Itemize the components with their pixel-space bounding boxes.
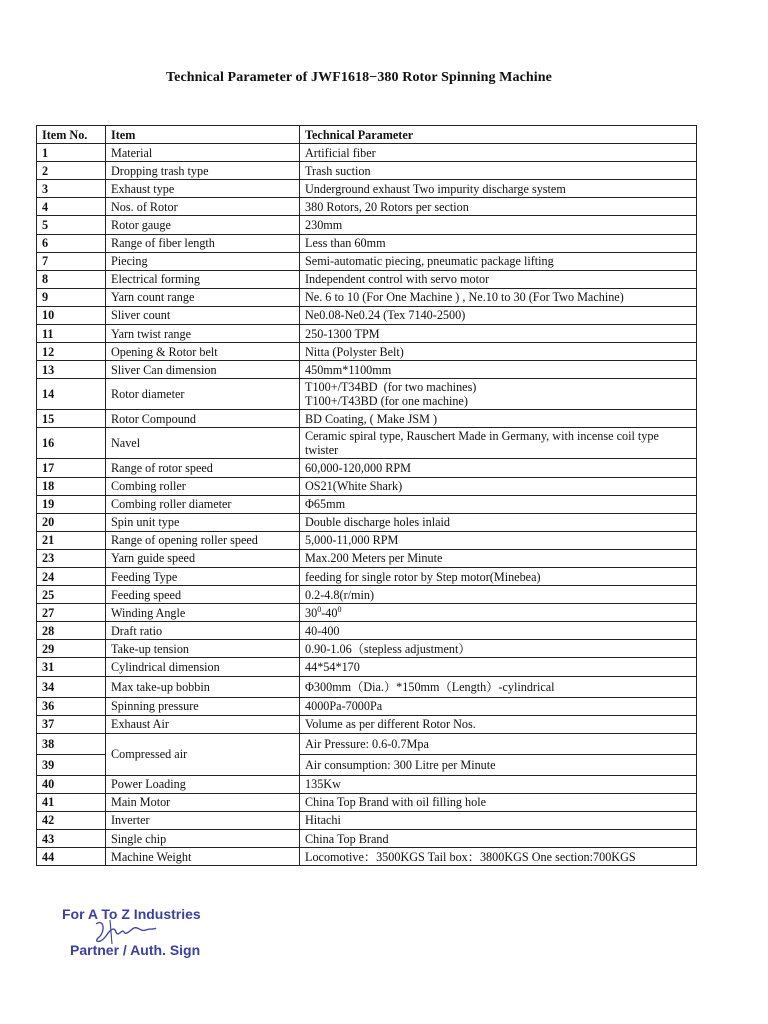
table-header-row <box>37 126 697 144</box>
table-row <box>37 288 697 306</box>
item-parameter: 450mm*1100mm <box>300 361 697 379</box>
item-no: 18 <box>37 477 106 495</box>
item-name: Yarn guide speed <box>106 549 300 567</box>
table-row <box>37 343 697 361</box>
item-parameter: China Top Brand <box>300 830 697 848</box>
item-name: Sliver count <box>106 306 300 324</box>
item-no: 42 <box>37 811 106 829</box>
item-name: Rotor gauge <box>106 216 300 234</box>
item-name: Range of opening roller speed <box>106 531 300 549</box>
item-no: 16 <box>37 428 106 459</box>
item-parameter: 44*54*170 <box>300 658 697 676</box>
item-parameter: Φ65mm <box>300 495 697 513</box>
table-row <box>37 234 697 252</box>
item-no: 25 <box>37 586 106 604</box>
item-no: 19 <box>37 495 106 513</box>
table-row <box>37 361 697 379</box>
item-no: 27 <box>37 604 106 622</box>
item-no: 28 <box>37 622 106 640</box>
table-row <box>37 658 697 676</box>
item-name: Single chip <box>106 830 300 848</box>
item-name: Nos. of Rotor <box>106 198 300 216</box>
table-row <box>37 531 697 549</box>
item-name: Power Loading <box>106 775 300 793</box>
item-no: 2 <box>37 162 106 180</box>
table-row <box>37 811 697 829</box>
item-parameter: 135Kw <box>300 775 697 793</box>
table-row <box>37 216 697 234</box>
item-name: Sliver Can dimension <box>106 361 300 379</box>
table-row <box>37 793 697 811</box>
item-no: 17 <box>37 459 106 477</box>
item-name: Range of fiber length <box>106 234 300 252</box>
degree-mark: 0 <box>317 604 322 614</box>
item-parameter: BD Coating, ( Make JSM ) <box>300 410 697 428</box>
item-no: 11 <box>37 325 106 343</box>
item-parameter: Independent control with servo motor <box>300 270 697 288</box>
item-no: 3 <box>37 180 106 198</box>
item-name: Rotor diameter <box>106 379 300 410</box>
item-parameter: 40-400 <box>300 622 697 640</box>
item-no: 40 <box>37 775 106 793</box>
item-parameter <box>300 604 697 622</box>
table-row <box>37 428 697 459</box>
item-no: 4 <box>37 198 106 216</box>
document-title: Technical Parameter of JWF1618−380 Rotor Spinning Machine <box>166 70 552 85</box>
item-parameter: 5,000-11,000 RPM <box>300 531 697 549</box>
item-no: 13 <box>37 361 106 379</box>
item-no: 37 <box>37 715 106 733</box>
header-item: Item <box>106 126 300 144</box>
item-no: 21 <box>37 531 106 549</box>
table-row <box>37 270 697 288</box>
item-parameter: Ne0.08-Ne0.24 (Tex 7140-2500) <box>300 306 697 324</box>
item-no: 15 <box>37 410 106 428</box>
item-no: 44 <box>37 848 106 866</box>
item-parameter: Hitachi <box>300 811 697 829</box>
table-row <box>37 513 697 531</box>
item-no: 20 <box>37 513 106 531</box>
item-name: Rotor Compound <box>106 410 300 428</box>
item-name: Winding Angle <box>106 604 300 622</box>
item-name: Cylindrical dimension <box>106 658 300 676</box>
table-row <box>37 144 697 162</box>
table-row <box>37 622 697 640</box>
item-parameter: Trash suction <box>300 162 697 180</box>
item-name: Combing roller <box>106 477 300 495</box>
table-row <box>37 459 697 477</box>
table-row <box>37 410 697 428</box>
item-no: 39 <box>37 754 106 775</box>
item-parameter: Φ300mm（Dia.）*150mm（Length）-cylindrical <box>300 676 697 697</box>
item-name: Take-up tension <box>106 640 300 658</box>
item-parameter: 230mm <box>300 216 697 234</box>
degree-mark: 0 <box>337 604 342 614</box>
item-no: 41 <box>37 793 106 811</box>
item-name: Spinning pressure <box>106 697 300 715</box>
item-no: 43 <box>37 830 106 848</box>
item-no: 6 <box>37 234 106 252</box>
item-name: Piecing <box>106 252 300 270</box>
item-name: Inverter <box>106 811 300 829</box>
item-no: 10 <box>37 306 106 324</box>
item-parameter: Ne. 6 to 10 (For One Machine ) , Ne.10 to 30 (For Two Machine) <box>300 288 697 306</box>
item-parameter: Max.200 Meters per Minute <box>300 549 697 567</box>
item-name: Max take-up bobbin <box>106 676 300 697</box>
technical-parameter-table <box>36 125 697 866</box>
item-parameter: Underground exhaust Two impurity discharge system <box>300 180 697 198</box>
item-parameter: 380 Rotors, 20 Rotors per section <box>300 198 697 216</box>
item-parameter <box>300 379 697 410</box>
item-no: 23 <box>37 549 106 567</box>
item-name: Opening & Rotor belt <box>106 343 300 361</box>
angle-start: 30 <box>305 605 318 620</box>
item-name: Range of rotor speed <box>106 459 300 477</box>
table-row <box>37 198 697 216</box>
item-no: 9 <box>37 288 106 306</box>
item-no: 7 <box>37 252 106 270</box>
item-name: Machine Weight <box>106 848 300 866</box>
table-row <box>37 306 697 324</box>
stamp-sign-label: Partner / Auth. Sign <box>70 942 201 958</box>
item-parameter: 0.90-1.06（stepless adjustment） <box>300 640 697 658</box>
item-name: Compressed air <box>106 733 300 775</box>
item-name: Exhaust Air <box>106 715 300 733</box>
table-row <box>37 495 697 513</box>
item-parameter: 0.2-4.8(r/min) <box>300 586 697 604</box>
table-row <box>37 180 697 198</box>
item-name: Material <box>106 144 300 162</box>
item-name: Electrical forming <box>106 270 300 288</box>
item-no: 36 <box>37 697 106 715</box>
item-parameter: Less than 60mm <box>300 234 697 252</box>
item-parameter: Volume as per different Rotor Nos. <box>300 715 697 733</box>
item-name: Navel <box>106 428 300 459</box>
item-parameter: Locomotive：3500KGS Tail box：3800KGS One section:700KGS <box>300 848 697 866</box>
item-no: 31 <box>37 658 106 676</box>
item-parameter: Air Pressure: 0.6-0.7Mpa <box>300 733 697 754</box>
item-name: Dropping trash type <box>106 162 300 180</box>
item-parameter: Semi-automatic piecing, pneumatic package lifting <box>300 252 697 270</box>
item-no: 1 <box>37 144 106 162</box>
item-parameter: Artificial fiber <box>300 144 697 162</box>
item-parameter: feeding for single rotor by Step motor(Minebea) <box>300 567 697 585</box>
item-name: Feeding Type <box>106 567 300 585</box>
stamp-company: For A To Z Industries <box>62 906 201 922</box>
item-no: 38 <box>37 733 106 754</box>
item-name: Yarn count range <box>106 288 300 306</box>
table-row <box>37 733 697 754</box>
item-no: 34 <box>37 676 106 697</box>
table-row <box>37 379 697 410</box>
table-row <box>37 477 697 495</box>
item-no: 24 <box>37 567 106 585</box>
item-parameter: OS21(White Shark) <box>300 477 697 495</box>
item-no: 8 <box>37 270 106 288</box>
item-name: Feeding speed <box>106 586 300 604</box>
parameter-line: T100+/T43BD (for one machine) <box>305 394 468 409</box>
item-name: Combing roller diameter <box>106 495 300 513</box>
table-row <box>37 325 697 343</box>
item-name: Main Motor <box>106 793 300 811</box>
item-parameter: 250-1300 TPM <box>300 325 697 343</box>
item-parameter: 4000Pa-7000Pa <box>300 697 697 715</box>
item-parameter: Air consumption: 300 Litre per Minute <box>300 754 697 775</box>
table-row <box>37 830 697 848</box>
item-name: Draft ratio <box>106 622 300 640</box>
parameter-line: T100+/T34BD (for two machines) <box>305 380 477 395</box>
item-name: Spin unit type <box>106 513 300 531</box>
table-row <box>37 640 697 658</box>
item-parameter: China Top Brand with oil filling hole <box>300 793 697 811</box>
table-row <box>37 586 697 604</box>
table-row <box>37 775 697 793</box>
item-no: 12 <box>37 343 106 361</box>
authorization-stamp <box>60 906 230 968</box>
item-parameter: Double discharge holes inlaid <box>300 513 697 531</box>
table-row <box>37 567 697 585</box>
item-name: Yarn twist range <box>106 325 300 343</box>
item-parameter: Nitta (Polyster Belt) <box>300 343 697 361</box>
table-row <box>37 715 697 733</box>
item-parameter: Ceramic spiral type, Rauschert Made in Germany, with incense coil type twister <box>300 428 697 459</box>
table-row <box>37 162 697 180</box>
table-row <box>37 697 697 715</box>
header-technical-parameter: Technical Parameter <box>300 126 697 144</box>
item-no: 5 <box>37 216 106 234</box>
table-row <box>37 848 697 866</box>
table-row <box>37 676 697 697</box>
angle-end: -40 <box>321 605 338 620</box>
table-row <box>37 549 697 567</box>
item-parameter: 60,000-120,000 RPM <box>300 459 697 477</box>
table-row <box>37 604 697 622</box>
item-no: 14 <box>37 379 106 410</box>
item-no: 29 <box>37 640 106 658</box>
item-name: Exhaust type <box>106 180 300 198</box>
header-item-no: Item No. <box>37 126 106 144</box>
table-row <box>37 252 697 270</box>
